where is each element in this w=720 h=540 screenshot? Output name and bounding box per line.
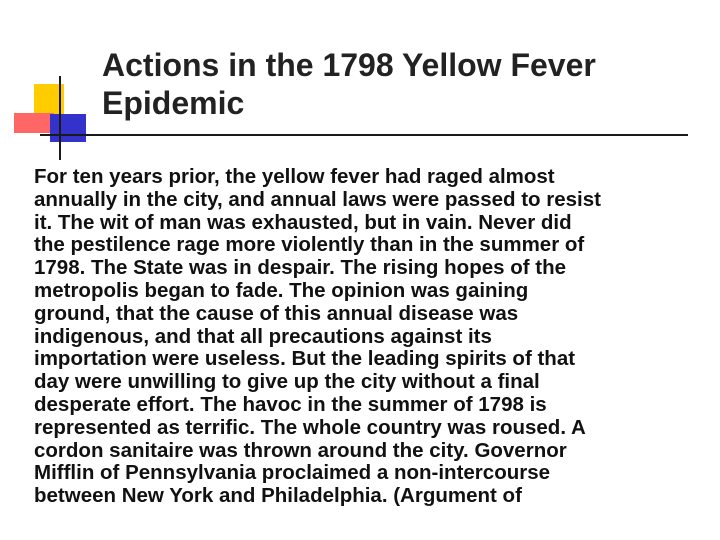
body-line: metropolis began to fade. The opinion was gaining (34, 278, 529, 302)
body-line: cordon sanitaire was thrown around the city. Governor (34, 438, 567, 462)
body-line: desperate effort. The havoc in the summer of 1798 is (34, 392, 547, 416)
body-line: the pestilence rage more violently than in the summer of (34, 233, 585, 257)
body-line: 1798. The State was in despair. The rising hopes of the (34, 256, 567, 280)
body-line: represented as terrific. The whole country was roused. A (34, 415, 586, 439)
body-line: it. The wit of man was exhausted, but in vain. Never did (34, 210, 572, 234)
body-line: importation were useless. But the leading spirits of that (34, 347, 576, 371)
body-line: annually in the city, and annual laws were passed to resist (34, 187, 601, 211)
slide-title (102, 46, 702, 122)
slide-title-line: Actions in the 1798 Yellow Fever (102, 47, 596, 83)
body-line: ground, that the cause of this annual disease was (34, 301, 519, 325)
body-line: day were unwilling to give up the city without a final (34, 370, 540, 394)
slide-title-line: Epidemic (102, 85, 245, 121)
decor-vertical-rule (59, 76, 61, 160)
body-line: indigenous, and that all precautions against its (34, 324, 492, 348)
decor-red-bar (14, 113, 54, 133)
body-line: For ten years prior, the yellow fever had raged almost (34, 165, 555, 188)
decor-blue-square (50, 114, 86, 142)
body-line: between New York and Philadelphia. (Argument of (34, 484, 522, 508)
body-line: Mifflin of Pennsylvania proclaimed a non-intercourse (34, 461, 551, 485)
title-underline-rule (40, 134, 688, 136)
slide-body-text (34, 166, 710, 508)
